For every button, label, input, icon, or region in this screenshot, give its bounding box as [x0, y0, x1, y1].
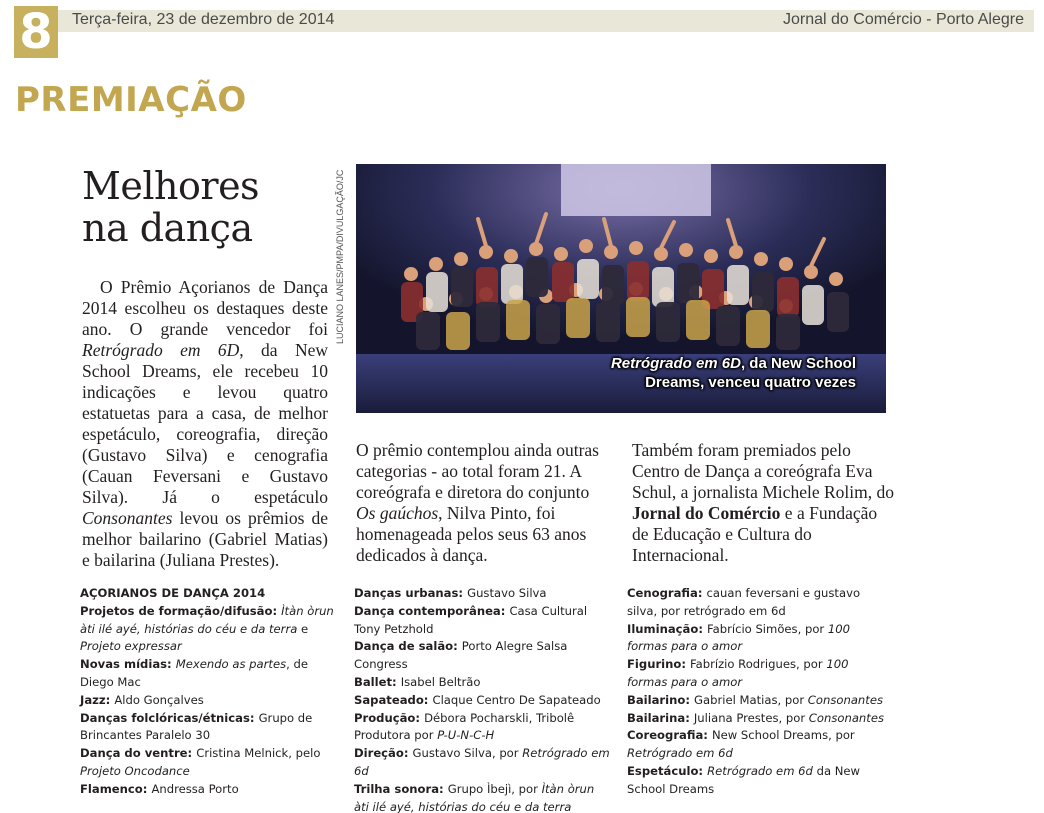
- award-entry: [354, 745, 610, 781]
- text-run: da New School Dreams: [627, 763, 861, 796]
- text-run: e: [297, 621, 309, 636]
- italic-text: Retrógrado em 6d: [627, 746, 733, 761]
- caption-line: [566, 354, 856, 373]
- text-run: Cristina Melnick, pelo: [196, 746, 321, 761]
- italic-text: Projeto Oncodance: [80, 763, 190, 778]
- bold-text: Dança de salão:: [354, 639, 462, 654]
- text-run: e a Fundação de Educação e Cultura do Internacional.: [632, 503, 878, 565]
- bold-text: Flamenco:: [80, 781, 152, 796]
- award-entry: [354, 674, 610, 692]
- text-run: Fabrízio Rodrigues, por: [690, 657, 827, 672]
- bold-text: Trilha sonora:: [354, 781, 448, 796]
- award-entry: [80, 710, 336, 746]
- bold-text: Jornal do Comércio: [632, 503, 781, 523]
- italic-text: Retrógrado em 6D: [610, 355, 741, 372]
- text-run: Gabriel Matias, por: [694, 692, 808, 707]
- award-entry: [80, 781, 336, 799]
- bold-text: Dança do ventre:: [80, 746, 197, 761]
- text-run: levou os prêmios de melhor bailarino (Gabriel Matias) e bailarina (Juliana Prestes).: [82, 508, 328, 570]
- award-entry: [80, 603, 336, 656]
- italic-text: Retrógrado em 6D: [82, 340, 240, 360]
- text-run: , Nilva Pinto, foi homenageada pelos seus 63 anos dedicados à dança.: [356, 503, 587, 565]
- text-run: Grupo Ìbejì, por: [447, 781, 542, 796]
- bold-text: Cenografia:: [627, 586, 707, 600]
- italic-text: Consonantes: [808, 710, 884, 725]
- awards-column-2: [354, 585, 610, 813]
- italic-text: Ìtàn òrun àti ilé ayé, histórias do céu e da terra: [80, 603, 334, 636]
- text-run: Claque Centro De Sapateado: [432, 692, 601, 707]
- text-run: O Prêmio Açorianos de Dança 2014 escolheu os destaques deste ano. O grande vencedor foi: [82, 277, 328, 339]
- photo-caption: [566, 354, 856, 392]
- award-entry: [627, 710, 887, 728]
- newspaper-name: Jornal do Comércio - Porto Alegre: [783, 11, 1024, 28]
- bold-text: Ballet:: [354, 674, 401, 689]
- bold-text: Dança contemporânea:: [354, 603, 510, 618]
- award-entry: [627, 692, 887, 710]
- text-run: Débora Pocharskli, Tribolê Produtora por: [354, 710, 575, 743]
- italic-text: Projeto expressar: [80, 639, 182, 654]
- award-entry: [354, 692, 610, 710]
- bold-text: Jazz:: [80, 692, 115, 707]
- award-entry: [627, 763, 887, 799]
- award-entry: [627, 656, 887, 692]
- text-run: Juliana Prestes, por: [693, 710, 809, 725]
- bold-text: Coreografia:: [627, 728, 712, 743]
- text-run: Aldo Gonçalves: [114, 692, 204, 707]
- issue-date: Terça-feira, 23 de dezembro de 2014: [72, 11, 335, 28]
- award-entry: [80, 692, 336, 710]
- text-run: O prêmio contemplou ainda outras categorias - ao total foram 21. A coreógrafa e diretora do conjunto: [356, 440, 599, 502]
- bold-text: Danças folclóricas/étnicas:: [80, 710, 259, 725]
- article-body-column-1: [82, 277, 328, 571]
- bold-text: Novas mídias:: [80, 657, 176, 672]
- caption-line: Dreams, venceu quatro vezes: [645, 374, 856, 391]
- text-run: , de Diego Mac: [80, 657, 308, 689]
- award-entry: [354, 638, 610, 674]
- bold-text: Danças urbanas:: [354, 586, 468, 600]
- page-number: 8: [14, 6, 58, 58]
- italic-text: Retrógrado em 6d: [354, 746, 610, 778]
- bold-text: Produção:: [354, 710, 425, 725]
- bold-text: Bailarina:: [627, 710, 694, 725]
- award-entry: [627, 621, 887, 657]
- italic-text: Consonantes: [807, 692, 883, 707]
- bold-text: Iluminação:: [627, 621, 708, 636]
- text-run: cauan feversani e gustavo silva, por retrógrado em 6d: [627, 586, 861, 618]
- award-entries: [354, 585, 610, 813]
- text-run: , da New School Dreams, ele recebeu 10 indicações e levou quatro estatuetas para a casa, de melhor espetáculo, coreografia, direção (Gustavo Silva) e cenografia (Cauan Feversani e Gustavo Silva). Já o espetáculo: [82, 340, 329, 507]
- award-entries: [80, 603, 336, 799]
- section-title: PREMIAÇÃO: [15, 80, 247, 120]
- headline-line: na dança: [82, 206, 253, 250]
- italic-text: Consonantes: [82, 508, 173, 528]
- award-entry: [354, 710, 610, 746]
- bold-text: Espetáculo:: [627, 763, 708, 778]
- italic-text: Os gaúchos: [356, 503, 439, 523]
- photo-credit-text: LUCIANO LANES/PMPA/DIVULGAÇÃO/JC: [335, 169, 345, 344]
- awards-column-1: [80, 585, 336, 799]
- bold-text: Bailarino:: [627, 692, 695, 707]
- award-entry: [80, 656, 336, 692]
- italic-text: Retrógrado em 6d: [707, 763, 813, 778]
- award-entry: [354, 781, 610, 813]
- text-run: Fabrício Simões, por: [707, 621, 828, 636]
- text-run: Gustavo Silva, por: [412, 746, 523, 761]
- text-run: , da New School: [740, 355, 856, 372]
- italic-text: Ìtàn òrun àti ilé ayé, histórias do céu e da terra: [354, 781, 595, 813]
- award-entries: [627, 585, 887, 799]
- bold-text: Direção:: [354, 746, 413, 761]
- article-headline: [82, 165, 342, 249]
- text-run: New School Dreams, por: [711, 728, 855, 743]
- bold-text: Projetos de formação/difusão:: [80, 603, 282, 618]
- awards-column-3: [627, 585, 887, 799]
- text-run: Isabel Beltrão: [400, 674, 481, 689]
- italic-text: P-U-N-C-H: [437, 728, 495, 743]
- bold-text: Figurino:: [627, 657, 691, 672]
- award-entry: [627, 727, 887, 763]
- italic-text: 100 formas para o amor: [627, 657, 849, 689]
- italic-text: 100 formas para o amor: [627, 621, 851, 654]
- headline-line: Melhores: [82, 164, 260, 208]
- awards-title: AÇORIANOS DE DANÇA 2014: [80, 586, 266, 600]
- text-run: Gustavo Silva: [467, 586, 547, 600]
- text-run: Grupo de Brincantes Paralelo 30: [80, 710, 313, 743]
- photo-credit: [335, 164, 353, 344]
- dancers-photo: [356, 164, 886, 413]
- text-run: Também foram premiados pelo Centro de Dança a coreógrafa Eva Schul, a jornalista Michele Rolim, do: [632, 440, 894, 502]
- award-entry: [354, 585, 610, 603]
- article-body-column-2: [356, 440, 612, 566]
- text-run: Casa Cultural Tony Petzhold: [354, 603, 588, 636]
- italic-text: Mexendo as partes: [175, 657, 287, 672]
- award-entry: [354, 603, 610, 639]
- article-body-column-3: [632, 440, 894, 566]
- text-run: Porto Alegre Salsa Congress: [354, 639, 568, 672]
- bold-text: Sapateado:: [354, 692, 433, 707]
- text-run: Andressa Porto: [151, 781, 239, 796]
- award-entry: [627, 585, 887, 621]
- award-entry: [80, 745, 336, 781]
